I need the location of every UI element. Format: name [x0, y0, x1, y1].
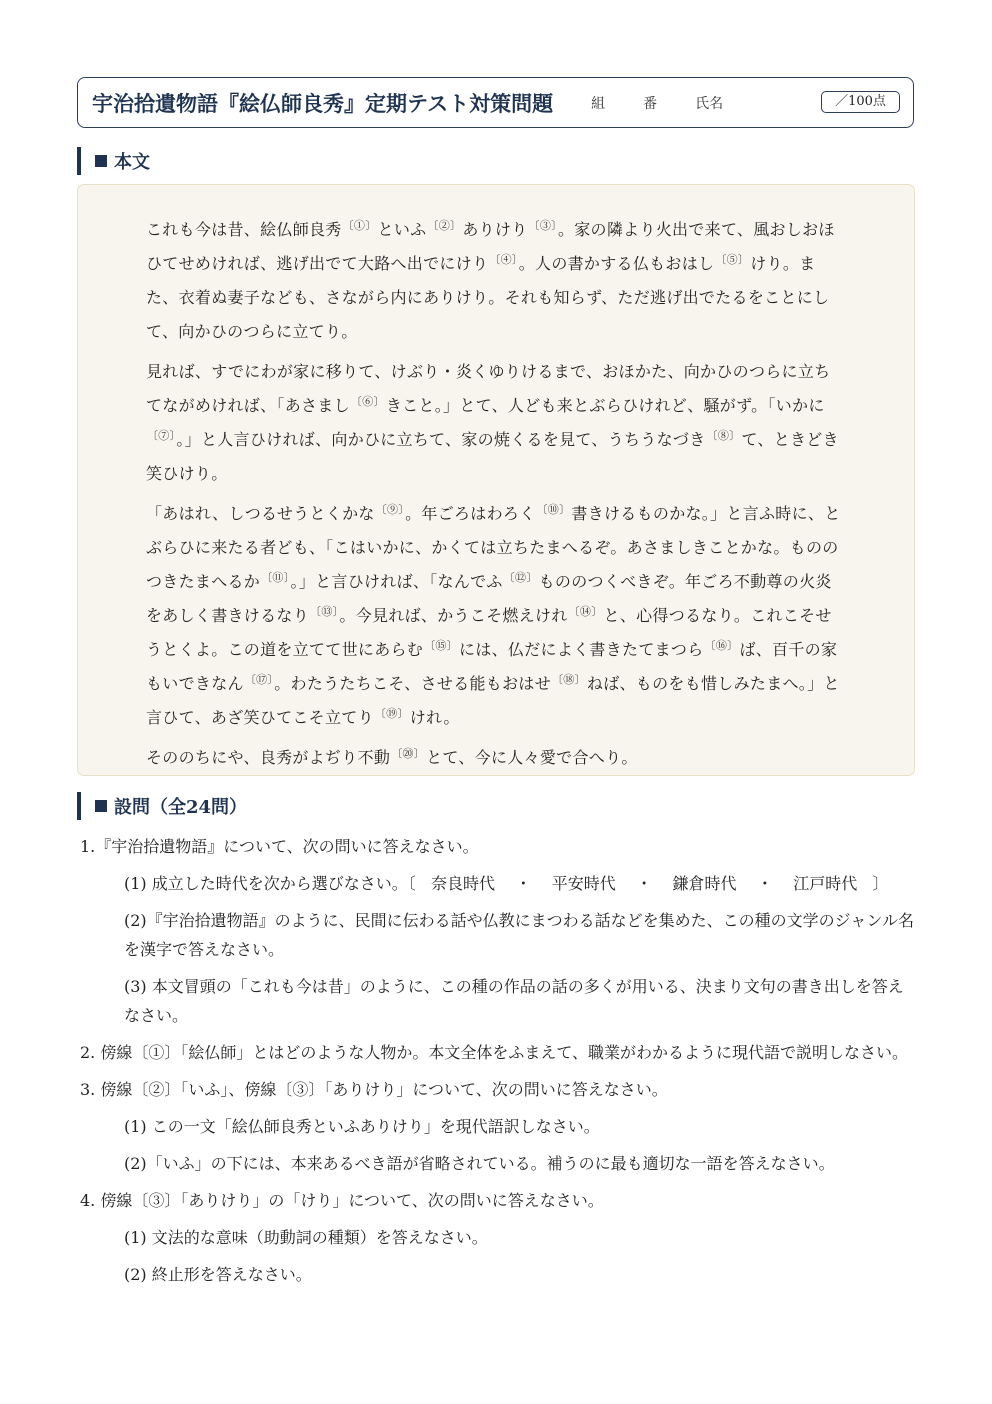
section-accent-bar [77, 792, 81, 820]
option-item: 鎌倉時代 [672, 874, 737, 893]
honbun-text-segment: 。」と言ひければ、「なんでふ [290, 572, 503, 591]
honbun-text-segment: とて、今に人々愛で合へり。 [426, 748, 638, 767]
honbun-text-segment: 「あはれ、しつるせうとくかな [146, 504, 375, 523]
honbun-text-segment: 。年ごろはわろく [405, 504, 536, 523]
honbun-text-segment: きこと。」とて、人ども来とぶらひけれど、騒がず。「いかに [385, 396, 825, 415]
honbun-text-segment: 。わたうたちこそ、させる能もおはせ [274, 674, 551, 693]
honbun-text-segment: と、心得つるなり。これこそせうとくよ。この道を立てて世にあらむ [146, 606, 832, 659]
underline-marker: 〔⑦〕 [147, 428, 176, 442]
underline-marker: 〔④〕 [489, 252, 518, 266]
underline-marker: 〔⑮〕 [424, 638, 459, 652]
question-1-2: (2)『宇治拾遺物語』のように、民間に伝わる話や仏教にまつわる話などを集めた、この種の文学のジャンル名を漢字で答えなさい。 [124, 911, 914, 959]
option-item: 奈良時代 [431, 874, 496, 893]
honbun-text-segment: けれ。 [409, 708, 460, 727]
honbun-text-segment: て、ときどき笑ひけり。 [146, 430, 839, 483]
question-1-3: (3) 本文冒頭の「これも今は昔」のように、この種の作品の話の多くが用いる、決まり文句の書き出しを答えなさい。 [124, 977, 904, 1025]
underline-marker: 〔⑰〕 [244, 672, 274, 686]
worksheet-title: 宇治拾遺物語『絵仏師良秀』定期テスト対策問題 [92, 90, 554, 116]
honbun-text-segment: そののちにや、良秀がよぢり不動 [146, 748, 391, 767]
honbun-text-segment: これも今は昔、絵仏師良秀 [146, 220, 342, 239]
option-close-bracket: 〕 [872, 874, 889, 893]
honbun-paragraph [146, 741, 846, 775]
underline-marker: 〔⑤〕 [715, 252, 750, 266]
question-4: 4. 傍線〔③〕「ありけり」の「けり」について、次の問いに答えなさい。 [80, 1191, 604, 1210]
honbun-text-segment: 。」と人言ひければ、向かひに立ちて、家の焼くるを見て、うちうなづき [176, 430, 706, 449]
honbun-text [146, 213, 846, 781]
section-title: 設問（全24問） [114, 797, 248, 818]
square-bullet-icon [95, 800, 107, 812]
section-title: 本文 [114, 152, 150, 173]
option-item: 平安時代 [551, 874, 616, 893]
question-1-1-text: (1) 成立した時代を次から選びなさい。〔 [124, 874, 416, 893]
honbun-text-segment: ねば、ものをも惜しみたまへ。」と言ひて、あざ笑ひてこそ立てり [146, 674, 840, 727]
honbun-text-segment: もののつくべきぞ。年ごろ不動尊の火炎をあしく書きけるなり [146, 572, 832, 625]
underline-marker: 〔⑫〕 [503, 570, 538, 584]
question-3-1: (1) この一文「絵仏師良秀といふありけり」を現代語訳しなさい。 [124, 1117, 600, 1136]
name-field-label: 氏名 [695, 95, 724, 112]
honbun-text-segment: 見れば、すでにわが家に移りて、けぶり・炎くゆりけるまで、おほかた、向かひのつらに立ちてながめければ、「あさまし [146, 362, 831, 415]
underline-marker: 〔③〕 [528, 218, 557, 232]
honbun-paragraph [146, 355, 846, 491]
honbun-text-box [77, 184, 915, 776]
underline-marker: 〔②〕 [427, 218, 462, 232]
underline-marker: 〔⑳〕 [391, 746, 426, 760]
question-3: 3. 傍線〔②〕「いふ」、傍線〔③〕「ありけり」について、次の問いに答えなさい。 [80, 1080, 668, 1099]
underline-marker: 〔⑬〕 [310, 604, 339, 618]
honbun-paragraph [146, 497, 846, 735]
honbun-section-heading [77, 147, 150, 175]
underline-marker: 〔⑯〕 [704, 638, 739, 652]
worksheet-header [77, 77, 914, 128]
score-box: ／100点 [821, 91, 900, 113]
question-1: 1.『宇治拾遺物語』について、次の問いに答えなさい。 [80, 837, 479, 856]
underline-marker: 〔⑩〕 [536, 502, 571, 516]
underline-marker: 〔⑧〕 [706, 428, 741, 442]
question-list [80, 832, 915, 1297]
question-2: 2. 傍線〔①〕「絵仏師」とはどのような人物か。本文全体をふまえて、職業がわかるように現代語で説明しなさい。 [80, 1043, 909, 1062]
option-separator: ・ [515, 874, 532, 893]
option-item: 江戸時代 [793, 874, 858, 893]
honbun-text-segment: といふ [377, 220, 427, 239]
question-4-1: (1) 文法的な意味（助動詞の種類）を答えなさい。 [124, 1228, 488, 1247]
option-separator: ・ [636, 874, 653, 893]
honbun-text-segment: ば、百千の家もいできなん [146, 640, 838, 693]
honbun-text-segment: けり。また、衣着ぬ妻子なども、さながら内にありけり。それも知らず、ただ逃げ出でたるをことにして、向かひのつらに立てり。 [146, 254, 830, 341]
underline-marker: 〔⑱〕 [552, 672, 586, 686]
underline-marker: 〔⑪〕 [261, 570, 290, 584]
underline-marker: 〔⑨〕 [375, 502, 405, 516]
honbun-text-segment: 。人の書かする仏もおはし [518, 254, 715, 273]
honbun-text-segment: 。家の隣より火出で来て、風おしおほひてせめければ、逃げ出でて大路へ出でにけり [146, 220, 835, 273]
underline-marker: 〔①〕 [342, 218, 377, 232]
honbun-text-segment: には、仏だによく書きたてまつら [459, 640, 704, 659]
option-separator: ・ [756, 874, 773, 893]
question-3-2: (2)「いふ」の下には、本来あるべき語が省略されている。補うのに最も適切な一語を答えなさい。 [124, 1154, 835, 1173]
underline-marker: 〔⑥〕 [350, 394, 385, 408]
square-bullet-icon [95, 155, 107, 167]
question-1-1 [124, 869, 915, 898]
section-accent-bar [77, 147, 81, 175]
underline-marker: 〔⑭〕 [568, 604, 603, 618]
honbun-text-segment: 。今見れば、かうこそ燃えけれ [339, 606, 568, 625]
honbun-text-segment: 書きけるものかな。」と言ふ時に、とぶらひに来たる者ども、「こはいかに、かくては立ちたまへるぞ。あさましきことかな。もののつきたまへるか [146, 504, 841, 591]
underline-marker: 〔⑲〕 [374, 706, 409, 720]
honbun-paragraph [146, 213, 846, 349]
honbun-text-segment: ありけり [462, 220, 528, 239]
number-field-label: 番 [643, 95, 658, 112]
class-field-label: 組 [591, 95, 606, 112]
setsumon-section-heading [77, 792, 247, 820]
question-4-2: (2) 終止形を答えなさい。 [124, 1265, 312, 1284]
